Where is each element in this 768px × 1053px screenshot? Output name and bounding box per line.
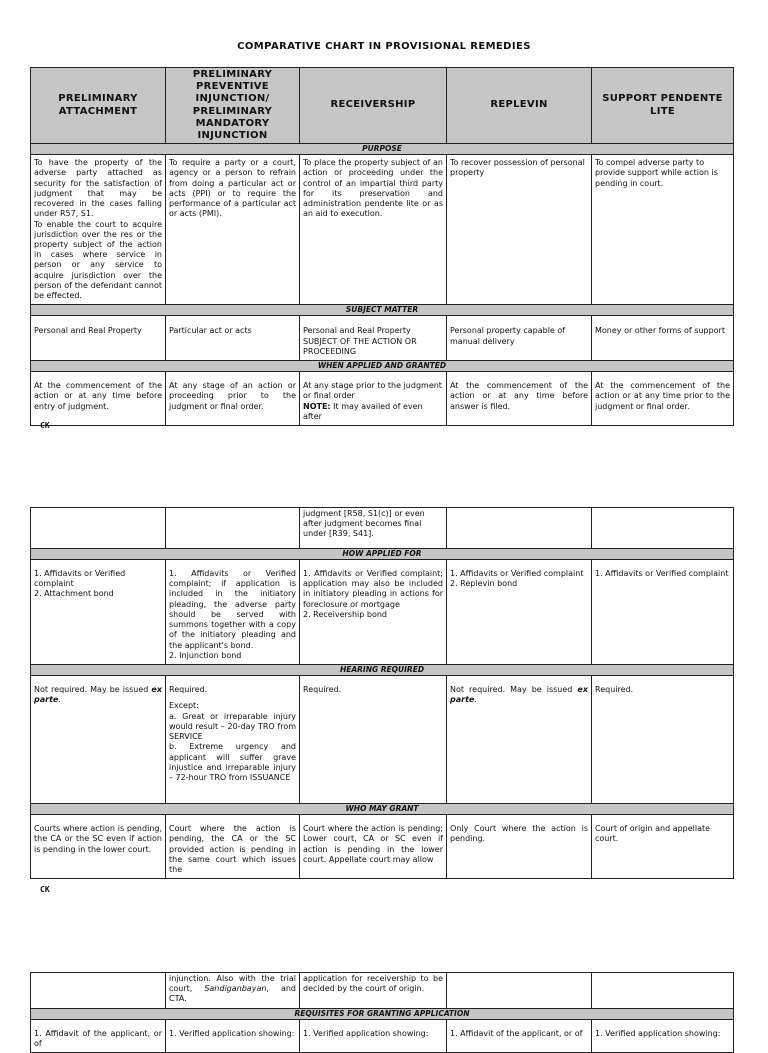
cell-text: It may availed of even after: [303, 401, 423, 421]
section-how-applied: HOW APPLIED FOR: [31, 549, 734, 560]
cell-empty: [447, 508, 592, 549]
cell-when-injunction: At any stage of an action or proceeding prior to the judgment or final order.: [166, 372, 300, 426]
table-row-who-may-grant-cont: [31, 973, 734, 1009]
cell-hearing-receivership: Required.: [300, 676, 447, 804]
comparison-table-page-1: [30, 67, 734, 426]
header-replevin: REPLEVIN: [447, 68, 592, 144]
cell-subject-replevin: Personal property capable of manual delivery: [447, 316, 592, 361]
cell-purpose-replevin: To recover possession of personal property: [447, 155, 592, 305]
table-row-purpose: [31, 155, 734, 305]
cell-when-receivership: [300, 372, 447, 426]
cell-when-receivership-cont: judgment [R58, S1(c)] or even after judgment becomes final under [R39, S41].: [300, 508, 447, 549]
footer-mark: CK: [40, 421, 50, 430]
table-row-subject-matter: [31, 316, 734, 361]
cell-text: 1. Affidavits or Verified complaint: [450, 569, 584, 578]
cell-empty: [447, 973, 592, 1009]
cell-when-replevin: At the commencement of the action or at any time before answer is filed.: [447, 372, 592, 426]
cell-who-injunction-cont: [166, 973, 300, 1009]
footer-mark: CK: [40, 885, 50, 894]
page-title: COMPARATIVE CHART IN PROVISIONAL REMEDIES: [237, 41, 531, 52]
comparison-table-page-3: [30, 972, 734, 1053]
cell-purpose-attachment: [31, 155, 166, 305]
cell-who-injunction: Court where the action is pending, the CA or the SC provided action is pending in the same court which issues the: [166, 815, 300, 879]
cell-how-receivership: [300, 560, 447, 665]
cell-text: Not required. May be issued: [450, 685, 578, 695]
cell-subject-support: Money or other forms of support: [592, 316, 734, 361]
header-injunction: PRELIMINARY PREVENTIVE INJUNCTION/ PRELIMINARY MANDATORY INJUNCTION: [166, 68, 300, 144]
section-subject-matter: SUBJECT MATTER: [31, 305, 734, 316]
cell-text: 2. Injunction bond: [169, 650, 242, 660]
cell-purpose-injunction: To require a party or a court, agency or a person to refrain from doing a particular act or acts (PPI) or to require the performance of a particular act or acts (PMI).: [166, 155, 300, 305]
cell-text: Except:: [169, 701, 199, 711]
header-preliminary-attachment: PRELIMINARY ATTACHMENT: [31, 68, 166, 144]
section-requisites: REQUISITES FOR GRANTING APPLICATION: [31, 1008, 734, 1019]
cell-who-replevin: Only Court where the action is pending.: [447, 815, 592, 879]
cell-when-support: At the commencement of the action or at any time prior to the judgment or final order.: [592, 372, 734, 426]
cell-text: 1. Affidavits or Verified complaint; if application is included in the initiatory pleading, the adverse party should be served with summons together with a copy of the initiatory pleading and the applicant's bond.: [169, 569, 296, 650]
header-support-pendente-lite: SUPPORT PENDENTE LITE: [592, 68, 734, 144]
cell-how-injunction: [166, 560, 300, 665]
cell-text: a. Great or irreparable injury would result – 20-day TRO from SERVICE: [169, 711, 296, 742]
cell-empty: [31, 973, 166, 1009]
cell-who-receivership-cont: application for receivership to be decided by the court of origin.: [300, 973, 447, 1009]
cell-who-attachment: Courts where action is pending, the CA or the SC even if action is pending in the lower court.: [31, 815, 166, 879]
cell-text: .: [58, 695, 61, 705]
table-row-requisites: [31, 1019, 734, 1052]
table-row-hearing: [31, 676, 734, 804]
cell-how-replevin: [447, 560, 592, 665]
table-row-how-applied: [31, 560, 734, 665]
cell-purpose-receivership: To place the property subject of an action or proceeding under the control of an impartial third party for its preservation and administration pendente lite or as an aid to execution.: [300, 155, 447, 305]
cell-when-attachment: At the commencement of the action or at any time before entry of judgment.: [31, 372, 166, 426]
cell-how-attachment: [31, 560, 166, 665]
cell-empty: [592, 973, 734, 1009]
cell-text: , and CTA.: [169, 984, 297, 1004]
comparison-table-page-2: [30, 507, 734, 879]
cell-text: injunction. Also with the trial court,: [169, 974, 296, 994]
cell-text-emphasis: ex parte: [34, 685, 162, 705]
cell-empty: [166, 508, 300, 549]
cell-req-support: 1. Verified application showing:: [592, 1019, 734, 1052]
cell-hearing-attachment: [31, 676, 166, 804]
cell-text: b. Extreme urgency and applicant will suffer grave injustice and irreparable injury – 72-hour TRO from ISSUANCE: [169, 742, 296, 782]
table-row-when-applied: [31, 372, 734, 426]
cell-subject-attachment: Personal and Real Property: [31, 316, 166, 361]
cell-req-receivership: 1. Verified application showing:: [300, 1019, 447, 1052]
cell-text: Not required. May be issued: [34, 685, 152, 695]
section-who-may-grant: WHO MAY GRANT: [31, 804, 734, 815]
cell-text: To have the property of the adverse party attached as security for the satisfaction of judgment that may be recovered in the cases falling under R57, S1.: [34, 158, 162, 219]
cell-subject-injunction: Particular act or acts: [166, 316, 300, 361]
cell-text: Required.: [169, 685, 208, 695]
cell-req-replevin: 1. Affidavit of the applicant, or of: [447, 1019, 592, 1052]
cell-text: 2. Replevin bond: [450, 579, 518, 589]
cell-text: 2. Receivership bond: [303, 609, 387, 619]
cell-req-attachment: 1. Affidavit of the applicant, or of: [31, 1019, 166, 1052]
cell-empty: [31, 508, 166, 549]
cell-who-support: Court of origin and appellate court.: [592, 815, 734, 879]
cell-hearing-replevin: [447, 676, 592, 804]
cell-hearing-injunction: [166, 676, 300, 804]
cell-text: To enable the court to acquire jurisdiction over the res or the property subject of the action in cases where service in person or any service to acquire jurisdiction over the person of the defendant cannot be effected.: [34, 219, 162, 301]
table-row-who-may-grant: [31, 815, 734, 879]
cell-how-support: 1. Affidavits or Verified complaint: [592, 560, 734, 665]
cell-hearing-support: Required.: [592, 676, 734, 804]
note-label: NOTE:: [303, 401, 331, 411]
cell-text: 1. Affidavits or Verified complaint: [34, 569, 126, 589]
cell-empty: [592, 508, 734, 549]
cell-text: 2. Attachment bond: [34, 589, 114, 599]
header-receivership: RECEIVERSHIP: [300, 68, 447, 144]
cell-text: .: [474, 695, 477, 705]
cell-subject-receivership: Personal and Real Property SUBJECT OF THE ACTION OR PROCEEDING: [300, 316, 447, 361]
cell-text: 1. Affidavits or Verified complaint; application may also be included in initiatory pleading in actions for foreclosure or mortgage: [303, 569, 443, 609]
cell-text-emphasis: ex parte: [450, 685, 588, 705]
cell-who-receivership: Court where the action is pending; Lower court, CA or SC even if action is pending in the lower court. Appellate court may allow: [300, 815, 447, 879]
table-row-when-applied-cont: [31, 508, 734, 549]
cell-req-injunction: 1. Verified application showing:: [166, 1019, 300, 1052]
cell-text: At any stage prior to the judgment or final order: [303, 381, 442, 401]
cell-purpose-support: To compel adverse party to provide support while action is pending in court.: [592, 155, 734, 305]
header-row: [31, 68, 734, 144]
section-purpose: PURPOSE: [31, 144, 734, 155]
section-hearing: HEARING REQUIRED: [31, 665, 734, 676]
cell-text-emphasis: Sandiganbayan: [204, 984, 267, 994]
section-when-applied: WHEN APPLIED AND GRANTED: [31, 361, 734, 372]
